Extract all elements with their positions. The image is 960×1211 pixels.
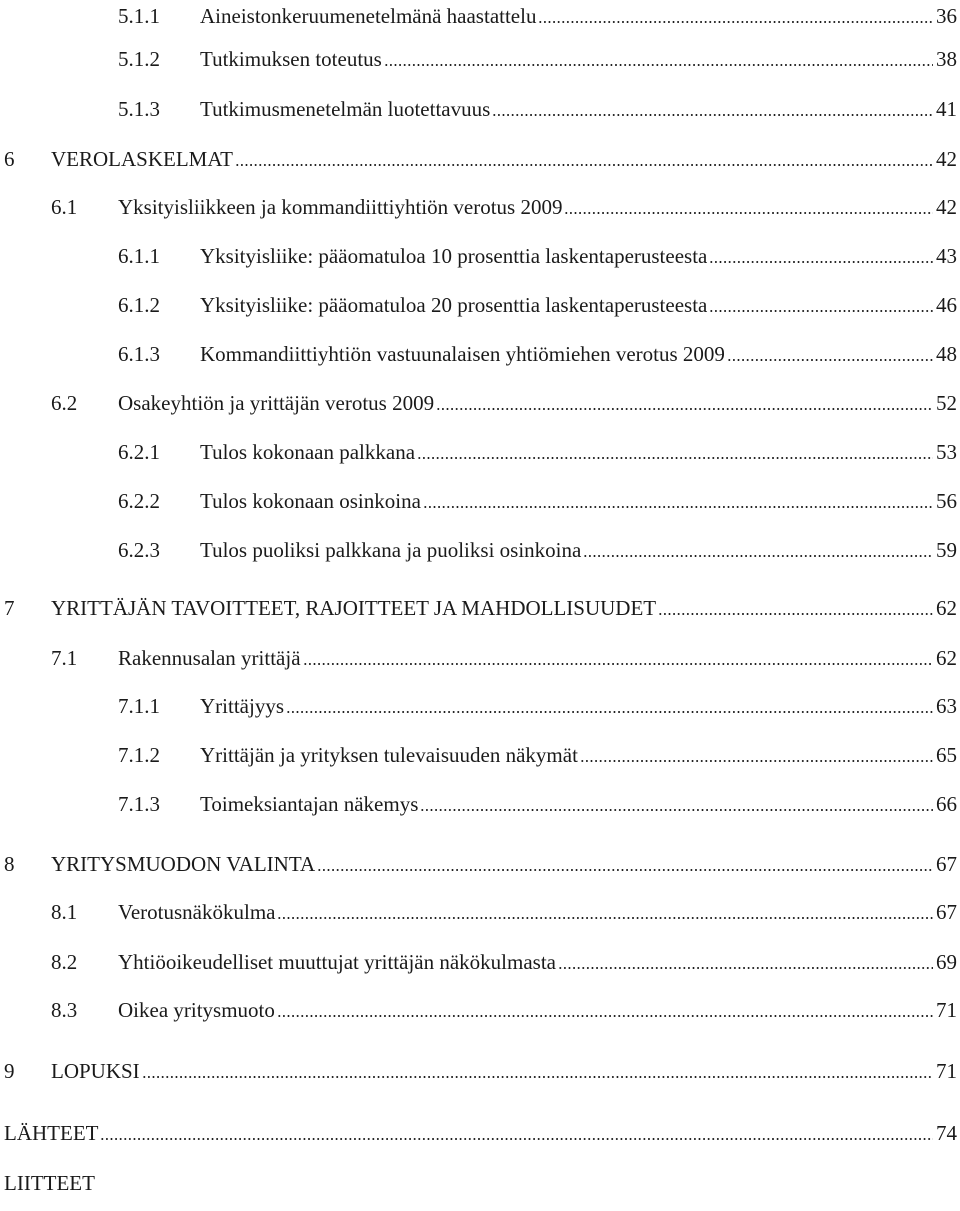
toc-entry[interactable] bbox=[0, 485, 960, 517]
toc-dot-leader bbox=[558, 967, 933, 969]
toc-entry-title: Verotusnäkökulma bbox=[118, 900, 276, 924]
toc-entry-page: 67 bbox=[936, 900, 957, 924]
toc-entry[interactable] bbox=[0, 994, 960, 1026]
toc-dot-leader bbox=[709, 310, 933, 312]
toc-entry-page: 42 bbox=[936, 147, 957, 171]
toc-dot-leader bbox=[286, 711, 933, 713]
toc-entry-number: 8.2 bbox=[51, 950, 78, 974]
toc-entry-number: 8.3 bbox=[51, 998, 78, 1022]
toc-dot-leader bbox=[564, 212, 933, 214]
toc-entry-title: Rakennusalan yrittäjä bbox=[118, 646, 301, 670]
toc-entry[interactable] bbox=[0, 436, 960, 468]
toc-entry-page: 65 bbox=[936, 743, 957, 767]
toc-entry-title: Oikea yritysmuoto bbox=[118, 998, 275, 1022]
toc-entry-title: LÄHTEET bbox=[4, 1121, 99, 1145]
toc-entry-number: 7.1 bbox=[51, 646, 78, 670]
toc-dot-leader bbox=[277, 1015, 933, 1017]
toc-entry-title: Yrittäjyys bbox=[200, 694, 284, 718]
toc-entry-page: 71 bbox=[936, 998, 957, 1022]
toc-entry-title: Yksityisliike: pääomatuloa 20 prosenttia laskentaperusteesta bbox=[200, 293, 708, 317]
toc-entry[interactable] bbox=[0, 592, 960, 624]
toc-entry[interactable] bbox=[0, 338, 960, 370]
toc-dot-leader bbox=[423, 506, 933, 508]
toc-entry-page: 43 bbox=[936, 244, 957, 268]
toc-entry-page: 56 bbox=[936, 489, 957, 513]
toc-entry[interactable] bbox=[0, 848, 960, 880]
toc-entry-number: 6.1.1 bbox=[118, 244, 160, 268]
toc-entry-page: 69 bbox=[936, 950, 957, 974]
toc-entry-title: Tulos kokonaan palkkana bbox=[200, 440, 416, 464]
toc-entry[interactable] bbox=[0, 191, 960, 223]
toc-dot-leader bbox=[417, 457, 933, 459]
toc-entry[interactable] bbox=[0, 1055, 960, 1087]
toc-entry[interactable] bbox=[0, 240, 960, 272]
toc-entry[interactable] bbox=[0, 143, 960, 175]
toc-entry-title: Tutkimusmenetelmän luotettavuus bbox=[200, 97, 491, 121]
toc-entry-number: 6.1.3 bbox=[118, 342, 160, 366]
toc-entry-title: LOPUKSI bbox=[51, 1059, 140, 1083]
toc-entry-title: YRITTÄJÄN TAVOITTEET, RAJOITTEET JA MAHDOLLISUUDET bbox=[51, 596, 657, 620]
toc-entry[interactable] bbox=[0, 788, 960, 820]
toc-entry[interactable] bbox=[0, 946, 960, 978]
toc-entry-page: 48 bbox=[936, 342, 957, 366]
toc-entry-title: Yrittäjän ja yrityksen tulevaisuuden näkymät bbox=[200, 743, 578, 767]
toc-dot-leader bbox=[492, 114, 933, 116]
toc-entry[interactable] bbox=[0, 289, 960, 321]
toc-entry-page: 52 bbox=[936, 391, 957, 415]
toc-entry[interactable] bbox=[0, 1167, 960, 1199]
toc-dot-leader bbox=[384, 64, 933, 66]
toc-dot-leader bbox=[142, 1076, 933, 1078]
toc-entry-page: 63 bbox=[936, 694, 957, 718]
toc-entry-page: 67 bbox=[936, 852, 957, 876]
toc-entry-number: 5.1.1 bbox=[118, 4, 160, 28]
toc-dot-leader bbox=[235, 164, 933, 166]
toc-entry[interactable] bbox=[0, 739, 960, 771]
toc-entry-title: Tulos puoliksi palkkana ja puoliksi osinkoina bbox=[200, 538, 582, 562]
toc-entry[interactable] bbox=[0, 0, 960, 32]
toc-entry-page: 46 bbox=[936, 293, 957, 317]
toc-entry-page: 62 bbox=[936, 596, 957, 620]
toc-entry-title: Yksityisliikkeen ja kommandiittiyhtiön verotus 2009 bbox=[118, 195, 563, 219]
toc-dot-leader bbox=[727, 359, 933, 361]
toc-entry[interactable] bbox=[0, 1117, 960, 1149]
toc-entry[interactable] bbox=[0, 534, 960, 566]
toc-dot-leader bbox=[658, 613, 933, 615]
toc-entry-number: 6.2.3 bbox=[118, 538, 160, 562]
toc-entry-title: Yhtiöoikeudelliset muuttujat yrittäjän näkökulmasta bbox=[118, 950, 556, 974]
toc-dot-leader bbox=[583, 555, 933, 557]
toc-entry-page: 53 bbox=[936, 440, 957, 464]
toc-entry-title: Toimeksiantajan näkemys bbox=[200, 792, 419, 816]
toc-entry[interactable] bbox=[0, 642, 960, 674]
toc-entry-page: 38 bbox=[936, 47, 957, 71]
toc-entry-title: Kommandiittiyhtiön vastuunalaisen yhtiömiehen verotus 2009 bbox=[200, 342, 725, 366]
toc-entry-number: 7.1.3 bbox=[118, 792, 160, 816]
toc-entry-number: 5.1.2 bbox=[118, 47, 160, 71]
toc-dot-leader bbox=[317, 869, 933, 871]
toc-entry-number: 6.1.2 bbox=[118, 293, 160, 317]
toc-entry-page: 36 bbox=[936, 4, 957, 28]
toc-entry-number: 8 bbox=[4, 852, 15, 876]
toc-entry-number: 7 bbox=[4, 596, 15, 620]
toc-entry-number: 6 bbox=[4, 147, 15, 171]
toc-dot-leader bbox=[100, 1138, 933, 1140]
toc-entry[interactable] bbox=[0, 43, 960, 75]
toc-entry-number: 8.1 bbox=[51, 900, 78, 924]
toc-dot-leader bbox=[538, 21, 933, 23]
toc-entry[interactable] bbox=[0, 387, 960, 419]
toc-entry[interactable] bbox=[0, 896, 960, 928]
toc-entry-page: 66 bbox=[936, 792, 957, 816]
toc-entry-number: 5.1.3 bbox=[118, 97, 160, 121]
toc-dot-leader bbox=[420, 809, 933, 811]
toc-entry-page: 41 bbox=[936, 97, 957, 121]
toc-entry-page: 59 bbox=[936, 538, 957, 562]
toc-entry-number: 6.2 bbox=[51, 391, 78, 415]
toc-entry-title: LIITTEET bbox=[4, 1171, 95, 1195]
toc-entry-number: 9 bbox=[4, 1059, 15, 1083]
toc-entry-page: 62 bbox=[936, 646, 957, 670]
toc-dot-leader bbox=[277, 917, 933, 919]
toc-entry-page: 71 bbox=[936, 1059, 957, 1083]
toc-dot-leader bbox=[580, 760, 933, 762]
toc-dot-leader bbox=[436, 408, 933, 410]
toc-entry-title: Aineistonkeruumenetelmänä haastattelu bbox=[200, 4, 537, 28]
toc-entry-number: 7.1.1 bbox=[118, 694, 160, 718]
toc-entry-title: YRITYSMUODON VALINTA bbox=[51, 852, 316, 876]
toc-entry-number: 6.2.2 bbox=[118, 489, 160, 513]
toc-entry-page: 42 bbox=[936, 195, 957, 219]
toc-entry-number: 6.2.1 bbox=[118, 440, 160, 464]
toc-entry-number: 7.1.2 bbox=[118, 743, 160, 767]
toc-entry-title: Yksityisliike: pääomatuloa 10 prosenttia laskentaperusteesta bbox=[200, 244, 708, 268]
toc-entry-page: 74 bbox=[936, 1121, 957, 1145]
toc-entry-title: Tutkimuksen toteutus bbox=[200, 47, 382, 71]
toc-entry-title: Osakeyhtiön ja yrittäjän verotus 2009 bbox=[118, 391, 435, 415]
toc-entry-number: 6.1 bbox=[51, 195, 78, 219]
toc-entry[interactable] bbox=[0, 93, 960, 125]
toc-dot-leader bbox=[709, 261, 933, 263]
toc-entry[interactable] bbox=[0, 690, 960, 722]
toc-dot-leader bbox=[303, 663, 933, 665]
toc-entry-title: Tulos kokonaan osinkoina bbox=[200, 489, 421, 513]
toc-entry-title: VEROLASKELMAT bbox=[51, 147, 233, 171]
